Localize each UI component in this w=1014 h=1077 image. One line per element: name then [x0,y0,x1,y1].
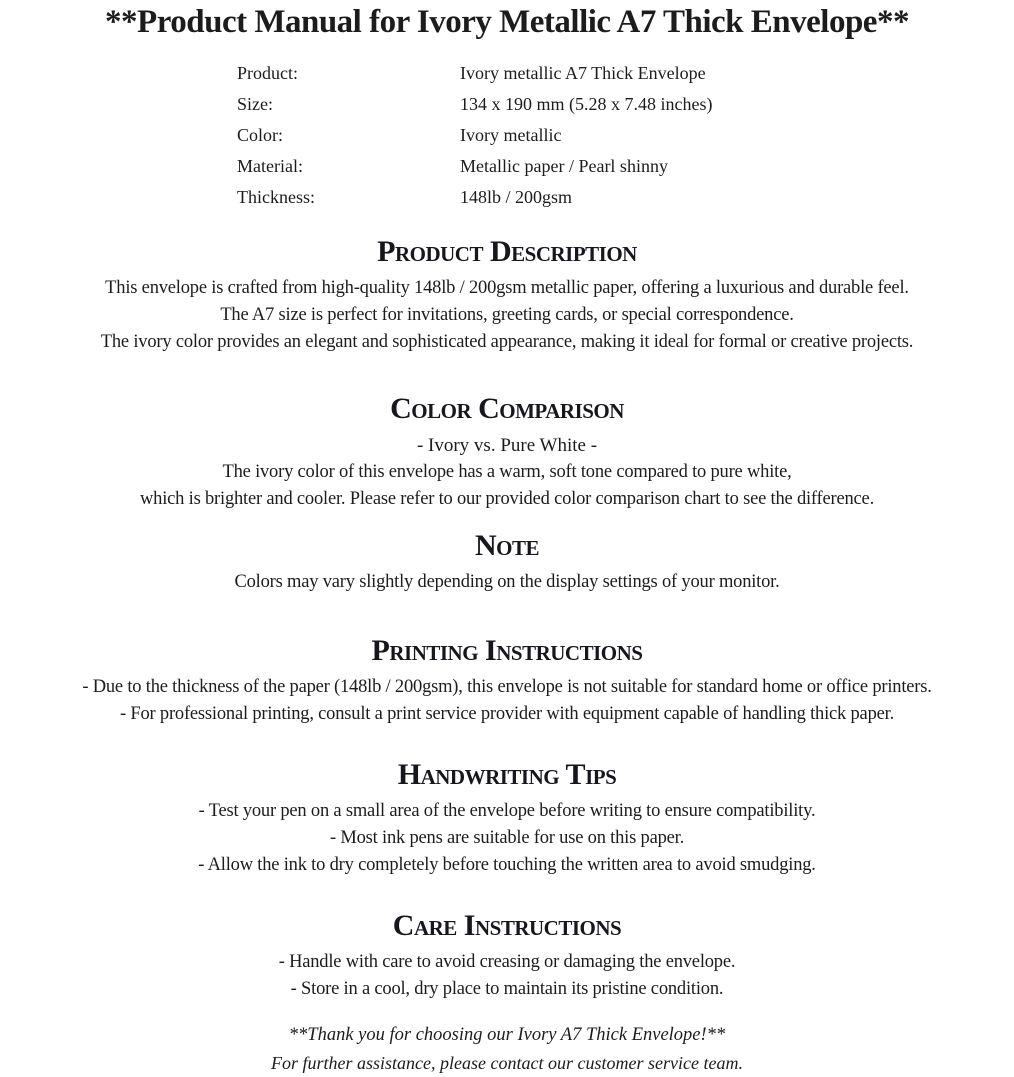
footer-thank-you: **Thank you for choosing our Ivory A7 Thick Envelope!** [288,1025,726,1045]
section-printing-instructions [0,634,1014,728]
product-description-line: The A7 size is perfect for invitations, greeting cards, or special correspondence. [220,305,794,325]
spec-row-size [237,89,1014,120]
note-heading: Note [474,529,539,562]
handwriting-tips-line: - Allow the ink to dry completely before touching the written area to avoid smudging. [198,855,816,875]
care-instructions-heading: Care Instructions [392,909,622,942]
handwriting-tips-heading: Handwriting Tips [397,758,617,791]
care-instructions-line: - Store in a cool, dry place to maintain its pristine condition. [290,979,724,999]
footer [0,1021,1014,1077]
section-color-comparison [0,392,1014,513]
spec-row-color [237,120,1014,151]
color-comparison-line: which is brighter and cooler. Please refer to our provided color comparison chart to see the difference. [140,489,874,509]
spec-value-thickness: 148lb / 200gsm [460,187,573,207]
note-line: Colors may vary slightly depending on the display settings of your monitor. [234,572,780,592]
section-handwriting-tips [0,758,1014,879]
page-title: **Product Manual for Ivory Metallic A7 Thick Envelope** [105,4,909,40]
color-comparison-heading: Color Comparison [390,392,624,425]
product-description-line: This envelope is crafted from high-quality 148lb / 200gsm metallic paper, offering a luxurious and durable feel. [105,278,909,298]
spec-list [237,58,1014,213]
spec-label-color: Color: [237,125,284,145]
handwriting-tips-line: - Most ink pens are suitable for use on this paper. [329,828,685,848]
section-product-description [0,235,1014,356]
section-note [0,529,1014,596]
spec-label-material: Material: [237,156,303,176]
product-description-line: The ivory color provides an elegant and sophisticated appearance, making it ideal for formal or creative projects. [100,332,914,352]
spec-value-product: Ivory metallic A7 Thick Envelope [460,63,706,83]
spec-row-product [237,58,1014,89]
printing-instructions-line: - Due to the thickness of the paper (148lb / 200gsm), this envelope is not suitable for standard home or office printers. [82,677,932,697]
section-care-instructions [0,909,1014,1003]
color-comparison-line: The ivory color of this envelope has a warm, soft tone compared to pure white, [222,462,792,482]
spec-row-thickness [237,182,1014,213]
care-instructions-line: - Handle with care to avoid creasing or damaging the envelope. [278,952,736,972]
spec-value-material: Metallic paper / Pearl shinny [460,156,668,176]
color-comparison-subheading: - Ivory vs. Pure White - [416,435,598,456]
spec-value-color: Ivory metallic [460,125,562,145]
spec-label-thickness: Thickness: [237,187,315,207]
spec-value-size: 134 x 190 mm (5.28 x 7.48 inches) [460,94,713,114]
spec-row-material [237,151,1014,182]
spec-label-product: Product: [237,63,298,83]
printing-instructions-heading: Printing Instructions [371,634,643,667]
spec-label-size: Size: [237,94,273,114]
printing-instructions-line: - For professional printing, consult a print service provider with equipment capable of handling thick paper. [119,704,894,724]
footer-assistance: For further assistance, please contact our customer service team. [271,1053,743,1073]
product-description-heading: Product Description [377,235,637,268]
handwriting-tips-line: - Test your pen on a small area of the envelope before writing to ensure compatibility. [198,801,816,821]
